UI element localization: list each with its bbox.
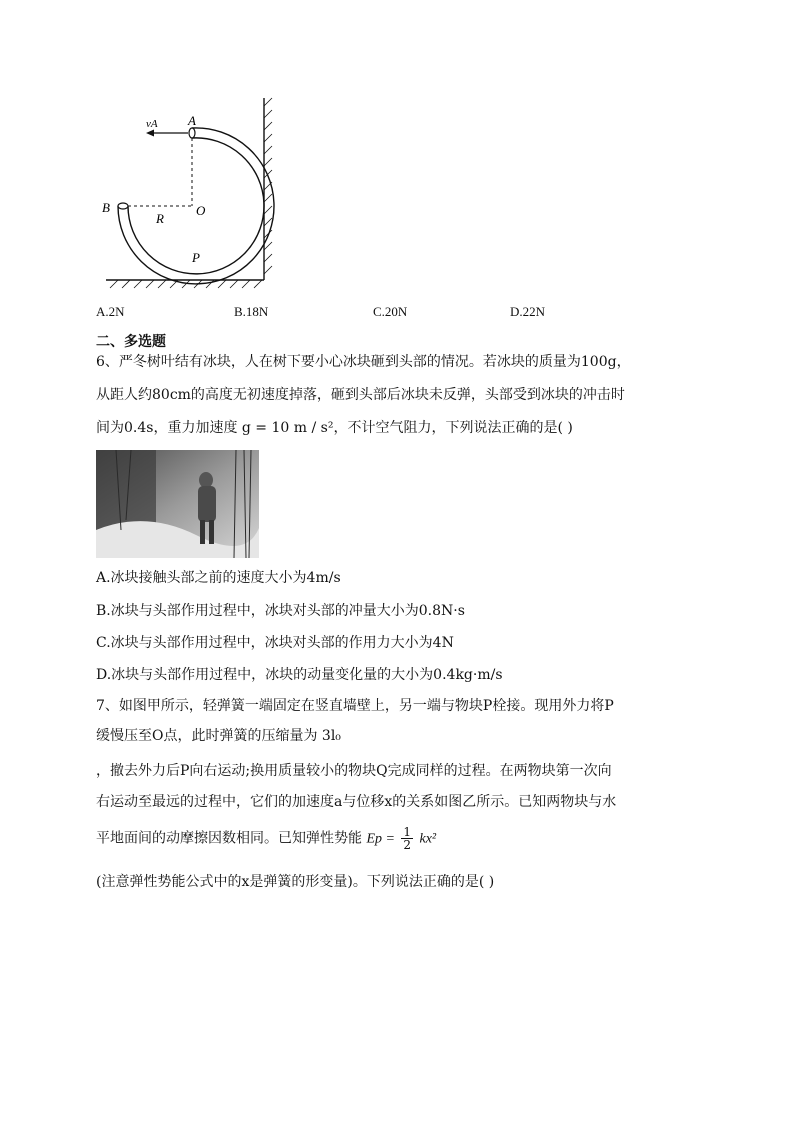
formula-rhs: kx² (419, 831, 437, 847)
formula-fraction (401, 826, 413, 851)
q5-option-d: D.22N (510, 304, 546, 319)
formula-denominator: 2 (403, 838, 412, 852)
q6-option-c: C.冰块与头部作用过程中，冰块对头部的作用力大小为4N (96, 635, 454, 651)
label-r: R (156, 211, 164, 226)
q6-stem-line-2: 从距人约80cm的高度无初速度掉落，砸到头部后冰块未反弹，头部受到冰块的冲击时 (96, 387, 625, 403)
label-b: B (102, 200, 110, 215)
tube-end-b (118, 203, 128, 209)
tube-end-a (189, 128, 195, 138)
q6-stem-line-3: 间为0.4s，重力加速度 g = 10 m / s²，不计空气阻力，下列说法正确的是( ) (96, 420, 573, 436)
q7-line-5-prefix: 平地面间的动摩擦因数相同。已知弹性势能 (96, 830, 362, 847)
q6-option-a: A.冰块接触头部之前的速度大小为4m/s (96, 570, 341, 586)
q7-line-1: 7、如图甲所示，轻弹簧一端固定在竖直墙壁上，另一端与物块P栓接。现用外力将P (96, 698, 614, 714)
q6-option-d: D.冰块与头部作用过程中，冰块的动量变化量的大小为0.4kg·m/s (96, 667, 503, 683)
velocity-arrowhead (146, 130, 154, 137)
label-va: vA (146, 118, 158, 130)
q5-option-a: A.2N (96, 304, 125, 319)
label-o: O (196, 203, 206, 218)
q7-line-3: ，撤去外力后P向右运动;换用质量较小的物块Q完成同样的过程。在两物块第一次向 (96, 763, 612, 779)
q7-line-5 (96, 826, 436, 851)
q7-line-2: 缓慢压至O点，此时弹簧的压缩量为 3l₀ (96, 728, 341, 744)
section-title: 二、多选题 (96, 334, 166, 350)
winter-person-photo (96, 450, 259, 558)
tube-track-figure (96, 92, 286, 292)
label-a: A (188, 113, 196, 128)
q7-line-4: 右运动至最远的过程中，它们的加速度a与位移x的关系如图乙所示。已知两物块与水 (96, 794, 617, 810)
label-p: P (192, 250, 200, 265)
q5-option-b: B.18N (234, 304, 269, 319)
q6-option-b: B.冰块与头部作用过程中，冰块对头部的冲量大小为0.8N·s (96, 603, 465, 619)
q5-option-c: C.20N (373, 304, 408, 319)
formula-lhs: Ep = (366, 831, 395, 847)
q6-stem-line-1: 6、严冬树叶结有冰块，人在树下要小心冰块砸到头部的情况。若冰块的质量为100g， (96, 354, 631, 370)
formula-numerator: 1 (403, 825, 412, 839)
q7-line-6: (注意弹性势能公式中的x是弹簧的形变量)。下列说法正确的是( ) (96, 874, 495, 890)
